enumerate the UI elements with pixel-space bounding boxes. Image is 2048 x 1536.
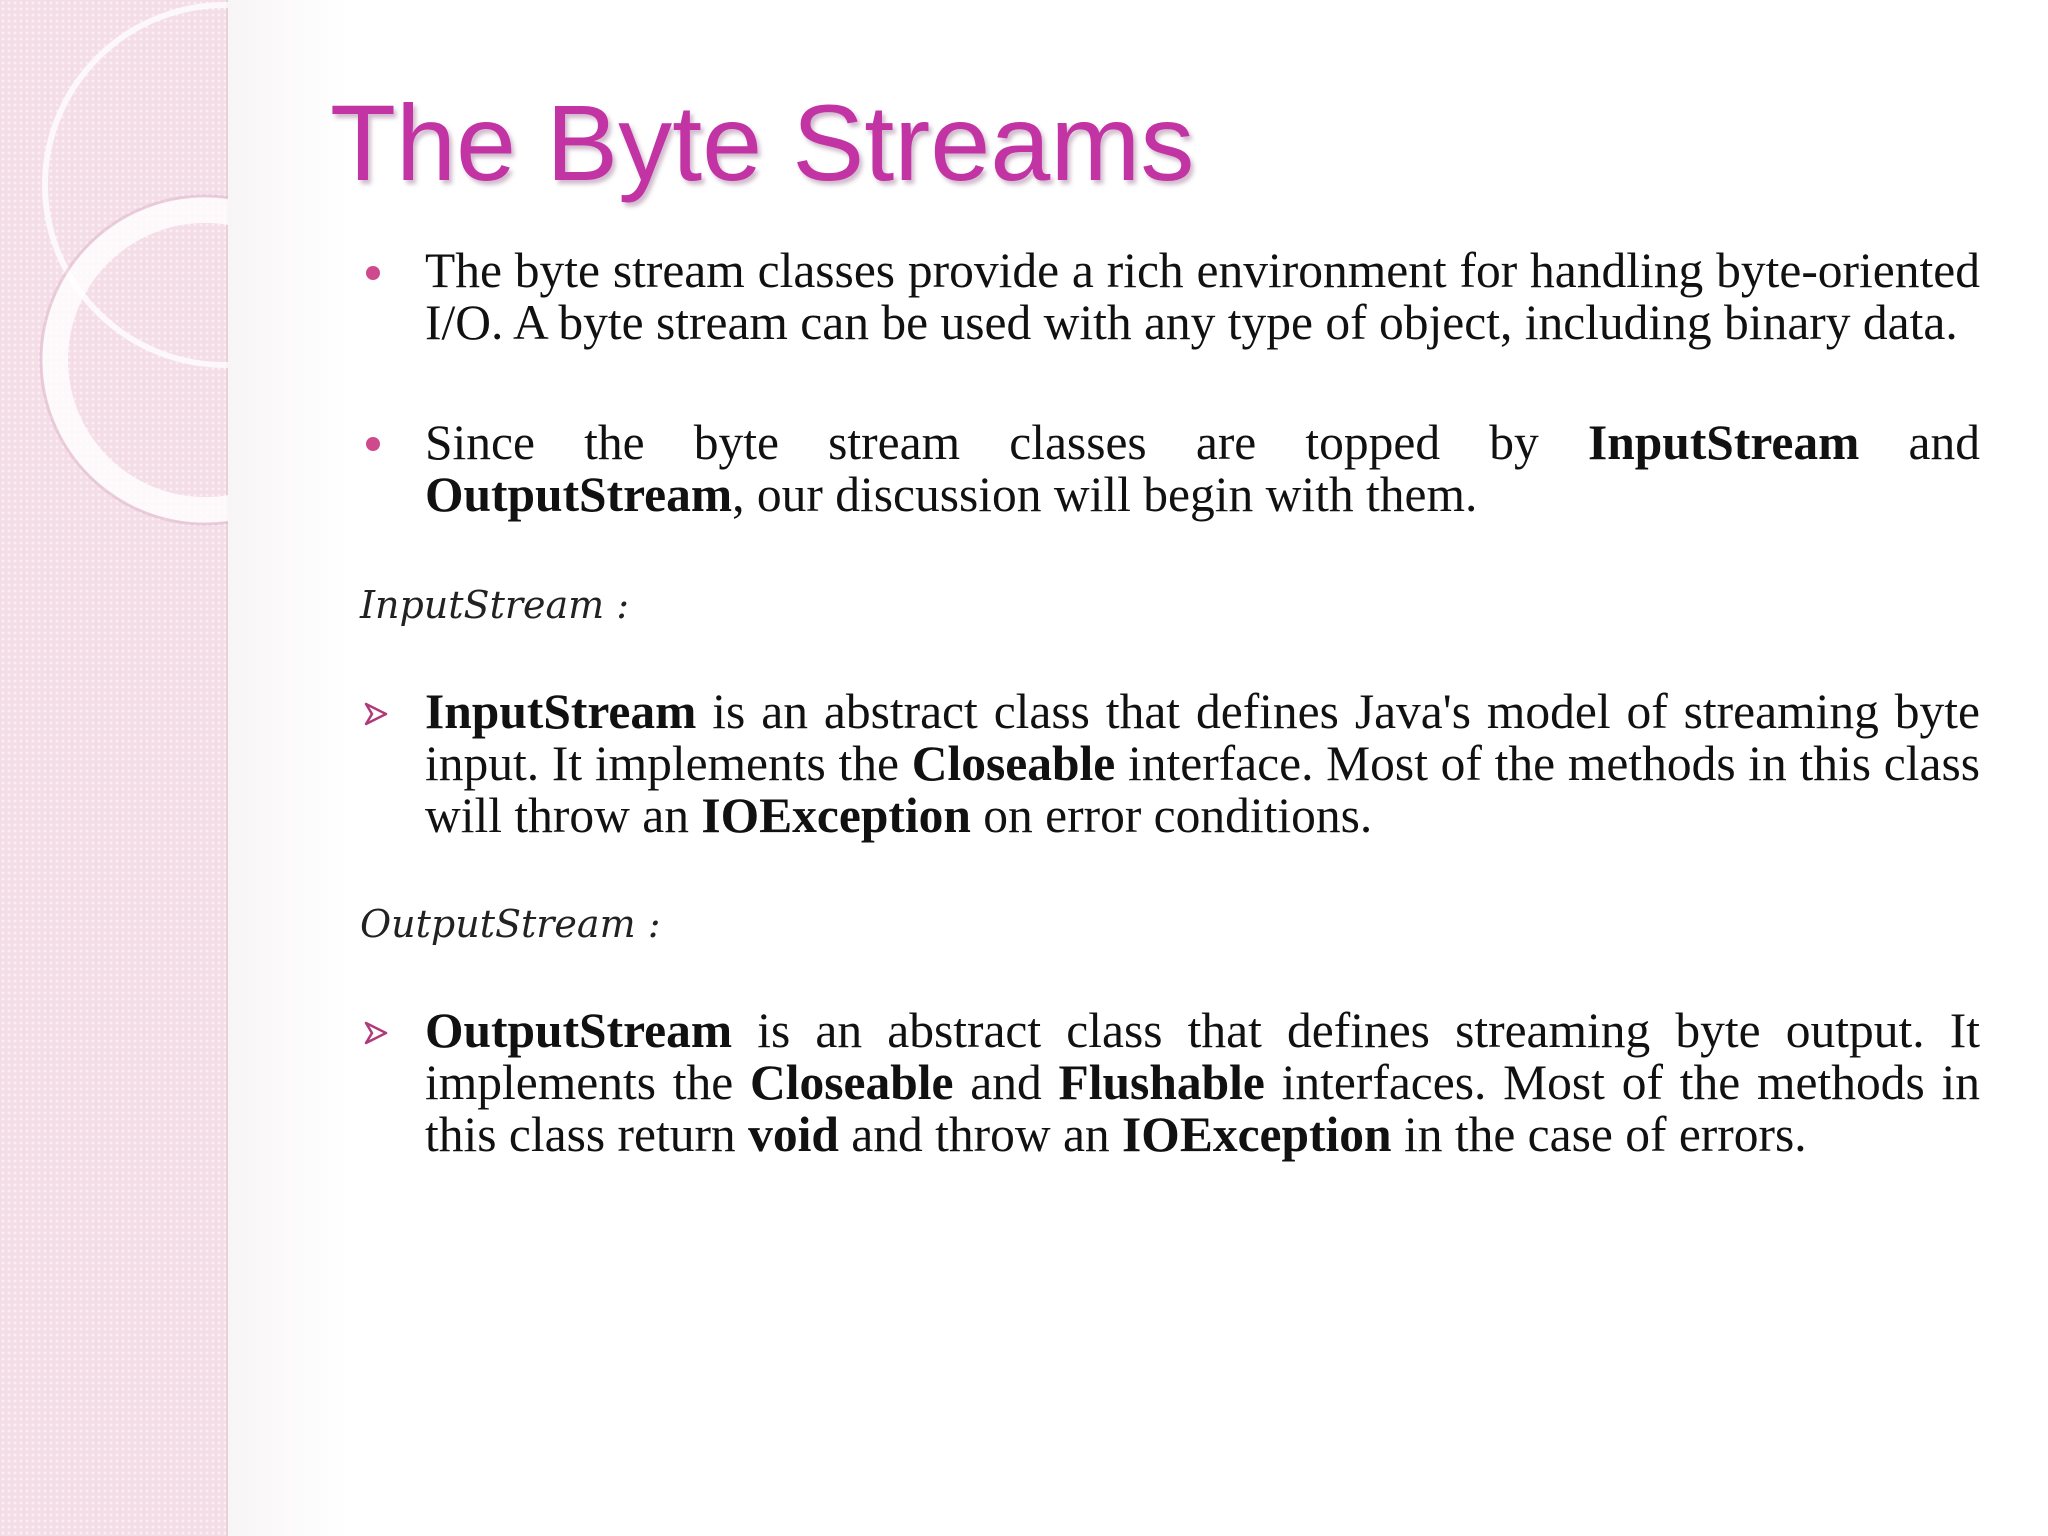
content-shadow (228, 0, 348, 1536)
arrow-bullet-icon (362, 700, 390, 728)
section-heading-outputstream: OutputStream : (360, 902, 661, 946)
arrow-bullet-icon (362, 1019, 390, 1047)
outputstream-description: OutputStream is an abstract class that defines streaming byte output. It implements the Closeable and Flushable interfaces. Most of the methods in this class return void and throw an IOException in the case of errors. (425, 1003, 1980, 1162)
decorative-rings (0, 0, 228, 1536)
bullet-text-2: Since the byte stream classes are topped by InputStream and OutputStream, our discussion will begin with them. (425, 415, 1980, 522)
round-bullet-icon (366, 266, 380, 280)
decorative-sidebar (0, 0, 228, 1536)
section-heading-inputstream: InputStream : (360, 583, 630, 627)
round-bullet-icon (366, 437, 380, 451)
slide-title: The Byte Streams (330, 82, 1195, 203)
bullet-text-1: The byte stream classes provide a rich environment for handling byte-oriented I/O. A byte stream can be used with any type of object, including binary data. (425, 243, 1980, 350)
inputstream-description: InputStream is an abstract class that defines Java's model of streaming byte input. It implements the Closeable interface. Most of the methods in this class will throw an IOException on error conditions. (425, 684, 1981, 843)
